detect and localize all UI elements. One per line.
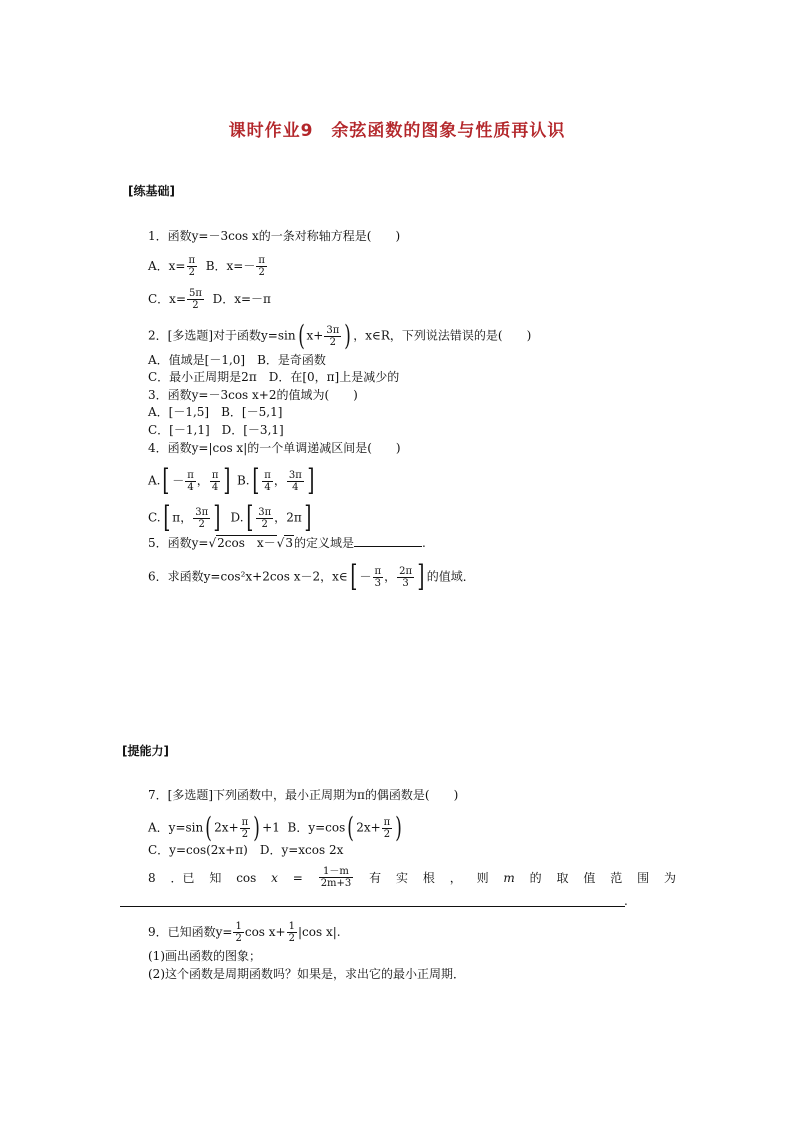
frac-den: 2 <box>383 828 391 840</box>
frac-den: 4 <box>264 481 271 493</box>
q6-frac-1 <box>373 566 384 589</box>
q7-a-post: +1 <box>262 820 280 835</box>
question-4-options-ab: A.[ － $\frac{\pi}{4}$ ， $\frac{\pi}{4}$ ] B.[ $\frac{\pi}{4}$ ， $\frac{3\pi}{4}$ ] <box>148 463 315 498</box>
question-2-stem <box>148 319 532 352</box>
question-7-options-ab <box>148 811 404 844</box>
answer-blank <box>354 536 422 547</box>
q4-d-frac <box>256 507 273 530</box>
frac-den: 3 <box>374 577 382 589</box>
q4-b-frac-2 <box>287 470 304 493</box>
frac-num: π <box>258 255 265 266</box>
q4-a-frac-2 <box>210 470 221 493</box>
question-7-options-cd: C．y=cos(2x+π) D．y=xcos 2x <box>148 843 344 857</box>
section-basic: [练基础] <box>128 184 175 198</box>
q1-option-a-label: A．x= <box>148 259 186 273</box>
q9-pre: 9．已知函数y= <box>148 925 233 939</box>
q5-radicand-1: 2cos x－ <box>217 536 276 550</box>
q8-word: 值 <box>583 870 596 885</box>
q8-word: x <box>271 870 278 885</box>
frac-den: 4 <box>292 481 299 493</box>
question-7-stem: 7．[多选题]下列函数中，最小正周期为π的偶函数是( ) <box>148 788 459 802</box>
q8-word: 则 <box>476 870 489 885</box>
q8-word: 知 <box>209 870 222 885</box>
q6-pre: 6．求函数y=cos²x+2cos x－2，x∈ <box>148 569 348 584</box>
q5-radicand-2: 3 <box>285 536 293 550</box>
frac-den: 2 <box>235 933 242 944</box>
q6-post: 的值域． <box>426 569 475 584</box>
q9-post: |cos x|. <box>297 925 341 939</box>
sqrt-sign: √ <box>208 536 217 550</box>
question-2-options-cd: C．最小正周期是2π D．在[0，π]上是减少的 <box>148 370 400 384</box>
q1-option-c-frac <box>187 288 204 311</box>
question-4-stem: 4．函数y=|cos x|的一个单调递减区间是( ) <box>148 441 401 455</box>
q8-word: = <box>292 870 303 885</box>
right-paren: ) <box>395 811 402 844</box>
q7-a-pre: A．y=sin <box>148 820 204 835</box>
q7-b-inner: 2x+ <box>356 820 381 835</box>
question-3-stem: 3．函数y=－3cos x+2的值域为( ) <box>148 388 358 402</box>
question-3-options-cd: C．[－1,1] D．[－3,1] <box>148 423 284 437</box>
question-9-part-1: (1)画出函数的图象； <box>148 949 261 963</box>
frac-den: 2 <box>261 518 268 530</box>
q4-b-frac-1 <box>262 470 273 493</box>
frac-den: 2m+3 <box>320 878 352 889</box>
left-paren: ( <box>297 319 305 352</box>
page-title: 课时作业9 余弦函数的图象与性质再认识 <box>228 121 566 141</box>
q8-word: 8 <box>148 870 156 885</box>
q7-b-frac <box>382 817 393 840</box>
frac-num: 3π <box>258 506 272 518</box>
q1-option-b-label: B．x=－ <box>205 259 256 273</box>
q8-word: 范 <box>610 870 623 885</box>
q8-word: ， <box>449 870 462 885</box>
frac-num: π <box>264 469 271 481</box>
q2-x: x+ <box>306 328 324 343</box>
frac-num: 3π <box>195 506 209 518</box>
q8-word: cos <box>236 870 257 885</box>
frac-num: π <box>187 469 194 481</box>
q8-word: 根 <box>422 870 435 885</box>
frac-num: 1 <box>235 921 242 932</box>
frac-den: 4 <box>187 481 194 493</box>
q9-frac-1 <box>233 921 243 944</box>
question-8-stem <box>148 866 676 889</box>
q1-option-a-frac <box>187 255 198 278</box>
frac-num: 1－m <box>319 866 354 878</box>
q5-pre: 5．函数y= <box>148 536 209 550</box>
q8-word: 围 <box>637 870 650 885</box>
q4-a-frac-1 <box>185 470 196 493</box>
question-3-options-ab: A．[－1,5] B．[－5,1] <box>148 405 283 419</box>
right-bracket: ] <box>417 559 425 594</box>
frac-num: π <box>211 469 219 481</box>
q6-frac-2 <box>397 566 414 589</box>
q8-word: m <box>503 870 515 885</box>
q4-d-right: 2π <box>286 510 302 525</box>
frac-num: 1 <box>288 921 295 932</box>
q8-period: . <box>624 894 628 908</box>
question-9-part-2: (2)这个函数是周期函数吗？如果是，求出它的最小正周期． <box>148 967 466 981</box>
q4-option-a-label: A. <box>148 473 161 488</box>
q4-option-d-label: D. <box>230 510 244 525</box>
question-9-stem <box>148 921 341 944</box>
q8-frac <box>319 866 354 889</box>
q8-word: 为 <box>663 870 676 885</box>
q8-word: 的 <box>529 870 542 885</box>
frac-den: 2 <box>198 518 205 530</box>
frac-den: 2 <box>258 267 265 278</box>
frac-num: 2π <box>399 565 413 577</box>
question-1-stem: 1．函数y=－3cos x的一条对称轴方程是( ) <box>148 229 401 243</box>
frac-num: π <box>188 255 196 266</box>
question-5-stem: 5．函数y=√2cos x－√3的定义域是 . <box>148 536 426 550</box>
frac-num: π <box>241 816 249 828</box>
frac-num: 5π <box>189 288 202 299</box>
q1-option-b-frac <box>256 255 267 278</box>
q5-post: 的定义域是 <box>293 536 354 550</box>
q4-option-b-label: B. <box>236 473 250 488</box>
q7-a-frac <box>240 817 251 840</box>
left-bracket: [ <box>162 463 170 498</box>
frac-num: 3π <box>326 324 340 336</box>
right-bracket: ] <box>223 463 231 498</box>
q1-option-c-label: C．x= <box>148 292 187 306</box>
left-paren: ( <box>347 811 355 844</box>
left-bracket: [ <box>245 500 253 535</box>
q8-word: ．已 <box>170 870 195 885</box>
q4-option-c-label: C. <box>148 510 161 525</box>
frac-num: 3π <box>288 469 302 481</box>
question-6-stem: 6．求函数y=cos²x+2cos x－2，x∈[ － $\frac{\pi}{3}$ ， $\frac{2\pi}{3}$ ] 的值域． <box>148 559 475 594</box>
q2-pre: 2．[多选题]对于函数y=sin <box>148 328 296 343</box>
frac-den: 4 <box>211 481 219 493</box>
right-paren: ) <box>344 319 352 352</box>
frac-den: 2 <box>188 267 195 278</box>
question-1-options-cd <box>148 288 271 311</box>
left-bracket: [ <box>162 500 170 535</box>
section-advanced: [提能力] <box>122 744 169 758</box>
q4-c-left: π <box>172 510 181 525</box>
q7-a-inner: 2x+ <box>214 820 239 835</box>
q4-c-frac <box>193 507 210 530</box>
q8-word: 有 <box>369 870 382 885</box>
frac-num: π <box>374 565 382 577</box>
right-paren: ) <box>253 811 260 844</box>
frac-den: 2 <box>241 828 249 840</box>
q8-word: 实 <box>395 870 408 885</box>
question-1-options-ab <box>148 255 268 278</box>
sqrt-sign: √ <box>276 536 285 550</box>
frac-den: 2 <box>288 933 295 944</box>
left-paren: ( <box>205 811 212 844</box>
q9-mid: cos x+ <box>244 925 286 939</box>
q9-frac-2 <box>287 921 297 944</box>
frac-den: 2 <box>329 336 336 348</box>
q1-option-d: D．x=－π <box>212 292 271 306</box>
frac-den: 3 <box>402 577 409 589</box>
q8-word: 取 <box>556 870 569 885</box>
frac-den: 2 <box>192 300 199 311</box>
question-2-options-ab: A．值域是[－1,0] B．是奇函数 <box>148 353 326 367</box>
frac-num: π <box>383 816 391 828</box>
right-bracket: ] <box>213 500 221 535</box>
question-4-options-cd: C.[ π， $\frac{3\pi}{2}$ ] D.[ $\frac{3\pi}{2}$ ，2π] <box>148 500 312 535</box>
left-bracket: [ <box>251 463 259 498</box>
left-bracket: [ <box>350 559 358 594</box>
right-bracket: ] <box>307 463 315 498</box>
q7-b-pre: B．y=cos <box>287 820 346 835</box>
q8-answer-line <box>120 906 625 907</box>
q2-frac <box>324 325 341 348</box>
q2-post: ，x∈R，下列说法错误的是( ) <box>353 328 532 343</box>
right-bracket: ] <box>304 500 312 535</box>
